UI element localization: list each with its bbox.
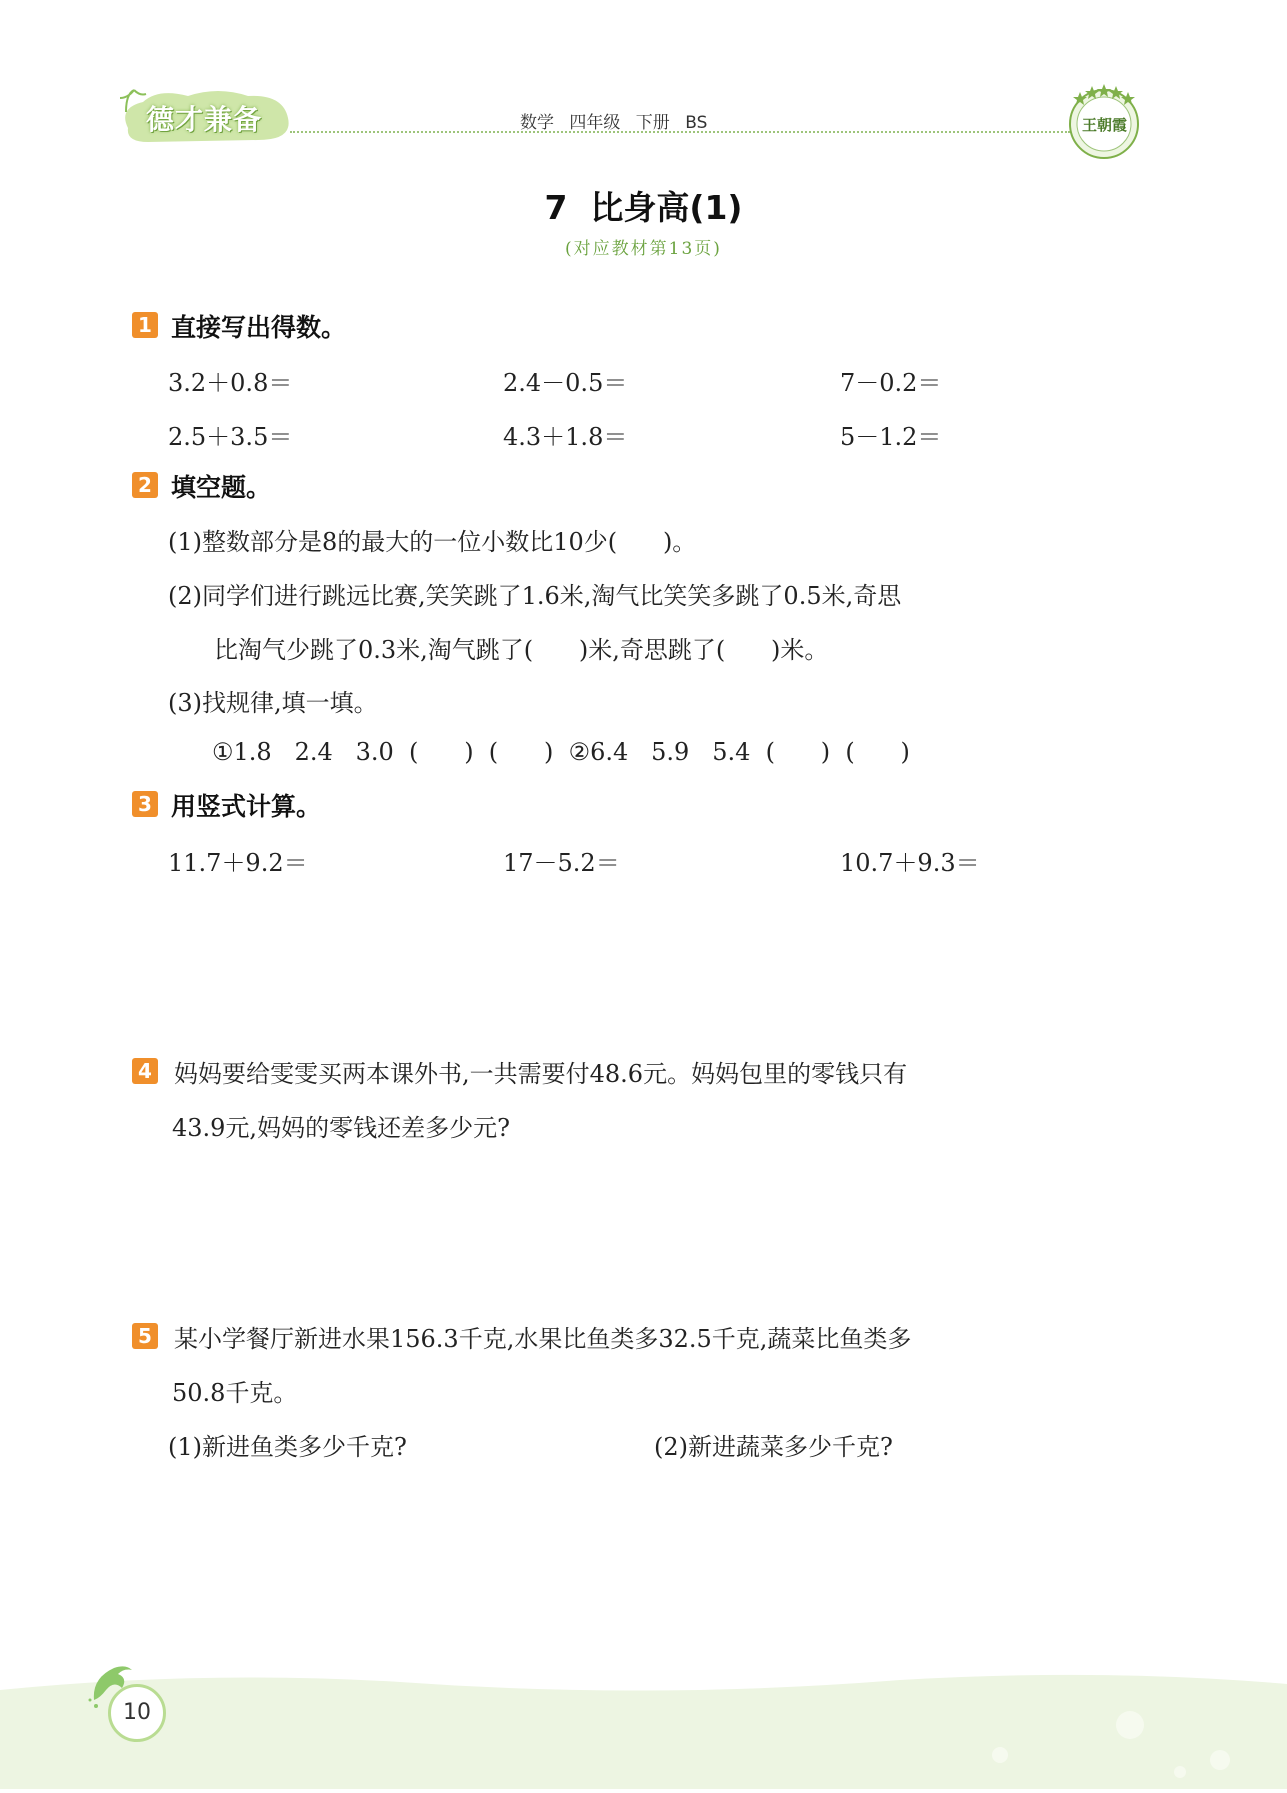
section-1-title: 直接写出得数。 [171, 313, 347, 342]
question-2-1: (1)整数部分是8的最大的一位小数比10少( )。 [168, 528, 697, 556]
problem-4-line2: 43.9元,妈妈的零钱还差多少元? [172, 1114, 510, 1142]
section-5-number: 5 [132, 1323, 158, 1349]
section-3-number: 3 [132, 791, 158, 817]
problem-5-question-2: (2)新进蔬菜多少千克? [654, 1433, 893, 1461]
formula-1-5: 4.3＋1.8＝ [503, 423, 628, 451]
header-subject-line: 数学 四年级 下册 BS [520, 113, 708, 133]
section-1-number: 1 [132, 312, 158, 338]
question-2-3: (3)找规律,填一填。 [168, 689, 378, 717]
section-3-title: 用竖式计算。 [171, 792, 322, 821]
formula-1-3: 7－0.2＝ [840, 369, 942, 397]
formula-1-4: 2.5＋3.5＝ [168, 423, 293, 451]
formula-3-3: 10.7＋9.3＝ [840, 849, 980, 877]
formula-1-6: 5－1.2＝ [840, 423, 942, 451]
formula-1-2: 2.4－0.5＝ [503, 369, 628, 397]
brand-badge [1062, 78, 1146, 162]
problem-5-question-1: (1)新进鱼类多少千克? [168, 1433, 407, 1461]
section-4-number: 4 [132, 1058, 158, 1084]
formula-3-2: 17－5.2＝ [503, 849, 620, 877]
problem-5-line1: 某小学餐厅新进水果156.3千克,水果比鱼类多32.5千克,蔬菜比鱼类多 [174, 1325, 912, 1353]
question-2-3-sequence: ①1.8 2.4 3.0 ( ) ( ) ②6.4 5.9 5.4 ( ) ( ) [212, 738, 910, 766]
page-number: 10 [108, 1684, 166, 1742]
problem-4-line1: 妈妈要给雯雯买两本课外书,一共需要付48.6元。妈妈包里的零钱只有 [174, 1060, 908, 1088]
question-2-2-line1: (2)同学们进行跳远比赛,笑笑跳了1.6米,淘气比笑笑多跳了0.5米,奇思 [168, 582, 902, 610]
footer-wave-shape [0, 1660, 1287, 1789]
formula-1-1: 3.2＋0.8＝ [168, 369, 293, 397]
series-logo [118, 88, 293, 146]
formula-3-1: 11.7＋9.2＝ [168, 849, 308, 877]
logo-text: 德才兼备 [146, 103, 263, 136]
section-2-number: 2 [132, 472, 158, 498]
page-title: 7 比身高(1) [544, 188, 743, 227]
page-subtitle: (对应教材第13页) [565, 239, 722, 259]
section-2-title: 填空题。 [171, 473, 272, 502]
question-2-2-line2: 比淘气少跳了0.3米,淘气跳了( )米,奇思跳了( )米。 [214, 636, 829, 664]
badge-text: 王朝霞 [1082, 116, 1128, 134]
problem-5-line2: 50.8千克。 [172, 1379, 298, 1407]
footer-decoration [0, 1660, 1287, 1789]
